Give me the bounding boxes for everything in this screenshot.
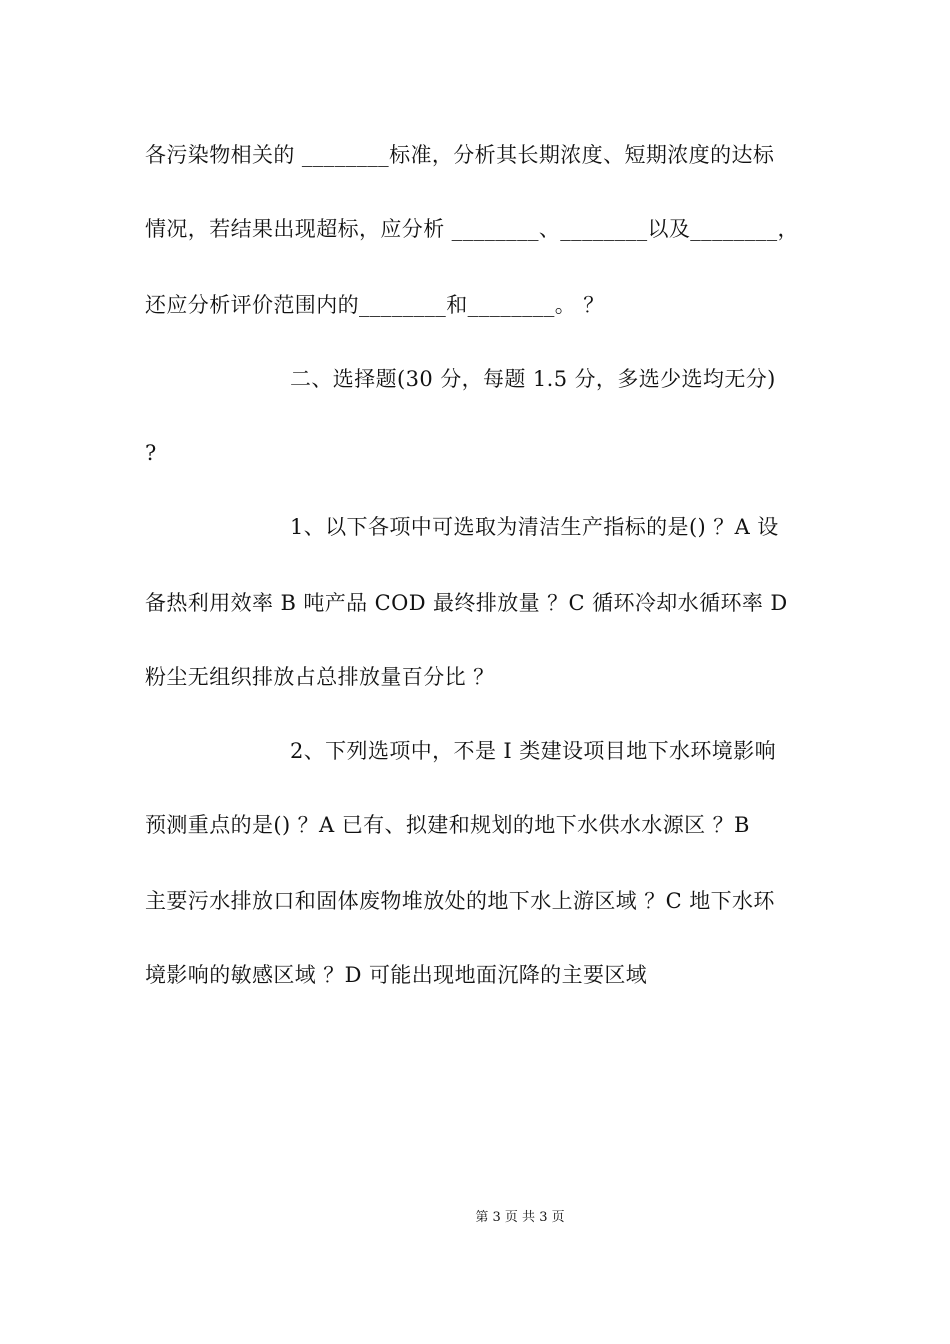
text-line-5: ? — [145, 441, 157, 465]
question-2-line-1: 2、下列选项中，不是 I 类建设项目地下水环境影响 — [290, 739, 777, 763]
text-line-2: 情况，若结果出现超标，应分析 ________、________以及________， — [145, 217, 799, 241]
question-2-line-2: 预测重点的是() ？A 已有、拟建和规划的地下水供水水源区 ？B — [145, 813, 750, 837]
question-2-line-3: 主要污水排放口和固体废物堆放处的地下水上游区域 ？C 地下水环 — [145, 889, 775, 913]
section-heading-choice: 二、选择题(30 分，每题 1.5 分，多选少选均无分) — [290, 367, 776, 391]
question-1-line-2: 备热利用效率 B 吨产品 COD 最终排放量 ？C 循环冷却水循环率 D — [145, 591, 788, 615]
question-2-line-4: 境影响的敏感区域 ？D 可能出现地面沉降的主要区域 — [145, 963, 648, 987]
text-line-1: 各污染物相关的 ________标准，分析其长期浓度、短期浓度的达标 — [145, 143, 775, 167]
page-number-footer: 第 3 页 共 3 页 — [475, 1210, 565, 1225]
text-line-3: 还应分析评价范围内的________和________。 ？ — [145, 293, 605, 317]
question-1-line-3: 粉尘无组织排放占总排放量百分比 ？ — [145, 665, 495, 689]
question-1-line-1: 1、以下各项中可选取为清洁生产指标的是() ？A 设 — [290, 515, 779, 539]
